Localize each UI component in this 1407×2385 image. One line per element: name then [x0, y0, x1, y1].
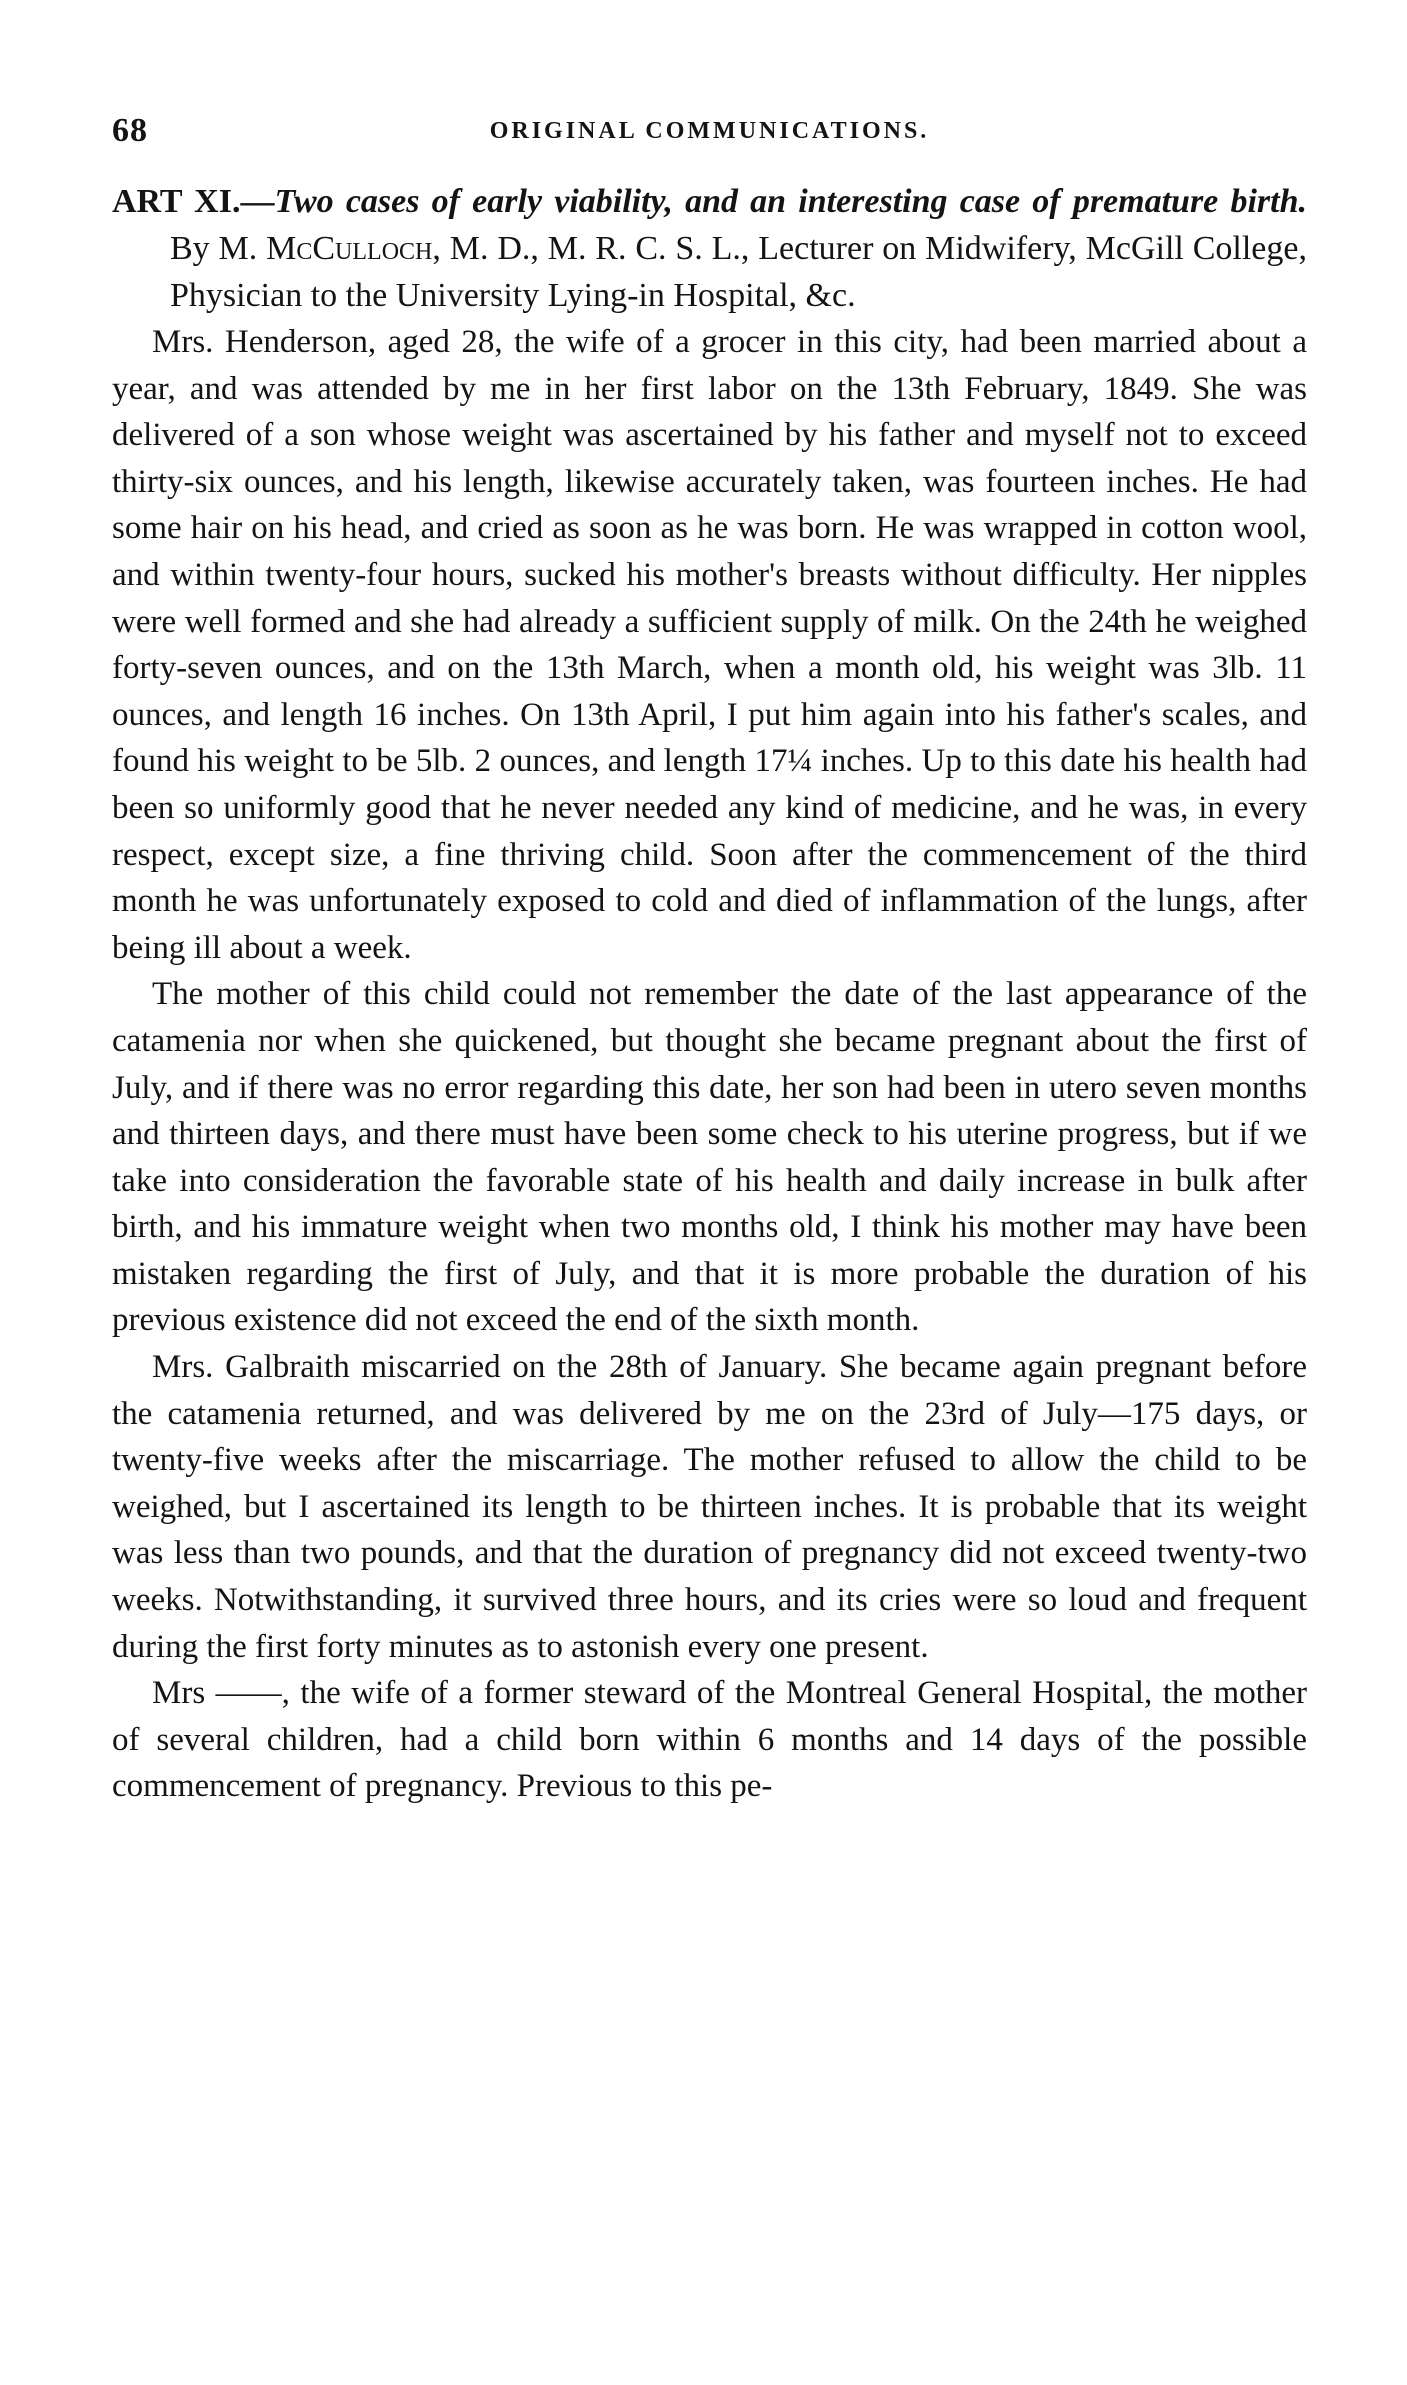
article-by: By	[170, 230, 219, 267]
article-author: M. McCulloch	[218, 230, 433, 267]
paragraph-galbraith-case: Mrs. Galbraith miscarried on the 28th of January. She became again pregnant before the catamenia returned, and was delivered by me on the 23rd of July—175 days, or twenty-five weeks after the miscarriage. The mother refused to allow the child to be weighed, but I ascertained its length to be thirteen inches. It is probable that its weight was less than two pounds, and that the duration of pregnancy did not exceed twenty-two weeks. Notwithstanding, it survived three hours, and its cries were so loud and frequent during the first forty minutes as to astonish every one present.	[112, 1349, 1307, 1665]
paragraph-henderson-case: Mrs. Henderson, aged 28, the wife of a grocer in this city, had been married about a year, and was attended by me in her first labor on the 13th February, 1849. She was delivered of a son whose weight was ascertained by his father and myself not to exceed thirty-six ounces, and his length, likewise accurately taken, was fourteen inches. He had some hair on his head, and cried as soon as he was born. He was wrapped in cotton wool, and within twenty-four hours, sucked his mother's breasts without difficulty. Her nipples were well formed and she had already a sufficient supply of milk. On the 24th he weighed forty-seven ounces, and on the 13th March, when a month old, his weight was 3lb. 11 ounces, and length 16 inches. On 13th April, I put him again into his father's scales, and found his weight to be 5lb. 2 ounces, and length 17¼ inches. Up to this date his health had been so uniformly good that he never needed any kind of medicine, and he was, in every respect, except size, a fine thriving child. Soon after the commencement of the third month he was unfortunately exposed to cold and died of inflammation of the lungs, after being ill about a week.	[112, 324, 1307, 966]
running-head	[112, 112, 1307, 172]
running-title: ORIGINAL COMMUNICATIONS.	[489, 118, 930, 144]
article-title: Two cases of early viability, and an interesting case of premature birth.	[274, 183, 1307, 220]
paragraph-henderson-discussion: The mother of this child could not remember the date of the last appearance of the catamenia nor when she quickened, but thought she became pregnant about the first of July, and if there was no error regarding this date, her son had been in utero seven months and thirteen days, and there must have been some check to his uterine progress, but if we take into consideration the favorable state of his health and daily increase in bulk after birth, and his immature weight when two months old, I think his mother may have been mistaken regarding the first of July, and that it is more probable the duration of his previous existence did not exceed the end of the sixth month.	[112, 976, 1307, 1339]
page-number: 68	[112, 112, 148, 149]
article-label: ART XI.—	[112, 183, 275, 220]
paragraph-steward-wife-case: Mrs ——, the wife of a former steward of the Montreal General Hospital, the mother of several children, had a child born within 6 months and 14 days of the possible commencement of pregnancy. Previous to this pe-	[112, 1675, 1307, 1805]
article-heading	[112, 178, 1307, 319]
article-credentials: , M. D., M. R. C. S. L., Lecturer on Midwifery, McGill College, Physician to the University Lying-in Hospital, &c.	[170, 230, 1307, 314]
book-page	[112, 112, 1307, 2312]
